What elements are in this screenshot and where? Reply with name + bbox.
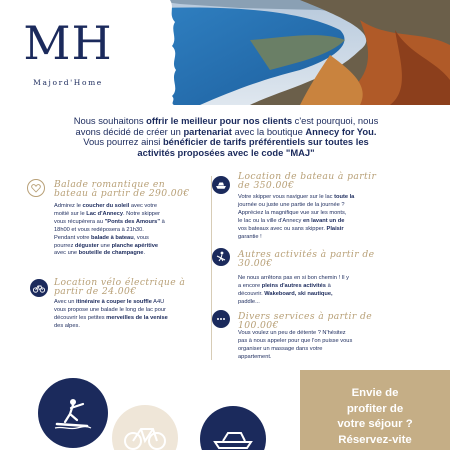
location-bateau-description (238, 194, 418, 241)
divers-title-line: Divers services à partir de (238, 311, 373, 322)
intro-highlight: partenariat (183, 125, 232, 137)
wakeboard-icon (53, 396, 93, 430)
balade-text: planche apéritive (111, 242, 159, 249)
autres-title-line: Autres activités à partir de (238, 249, 375, 260)
booking-cta[interactable] (300, 370, 450, 450)
intro-text-part: Nous souhaitons (73, 115, 147, 126)
balade-text: 18h00 et vous redéposera à 21h30. (54, 226, 144, 233)
location_bateau-text: Plaisir (326, 225, 344, 232)
location_bateau-line (238, 218, 418, 226)
location-bateau-title (238, 172, 376, 191)
balade-text: déguster (74, 242, 99, 249)
velo-text: Avec un (54, 299, 77, 305)
velo-text: vous propose une balade le long de lac pour (54, 306, 166, 313)
autres-title-line: 30.00€ (238, 258, 273, 270)
bicycle-badge (112, 405, 178, 450)
balade-line (54, 219, 204, 227)
intro-highlight: bénéficier de tarifs préférentiels sur toutes les (162, 136, 369, 148)
velo-description (54, 299, 209, 331)
boat-badge (200, 406, 266, 450)
velo-title-line: partir de 24.00€ (54, 286, 137, 298)
divers-text: pas à nous appeler pour que l'on puisse vous (238, 337, 353, 344)
balade-text: bouteille de champagne (78, 250, 144, 257)
balade-text: coucher du soleil (82, 203, 130, 209)
boat-icon (212, 176, 230, 194)
intro-text (40, 116, 412, 158)
location-bateau-title-line: de 350.00€ (238, 180, 295, 192)
balade-description (54, 203, 204, 258)
paddle-icon (212, 248, 230, 266)
balade-title-line: bateau à partir de 290.00€ (54, 188, 190, 200)
balade-text: avec une (54, 250, 79, 257)
location_bateau-line (238, 234, 418, 242)
divers-text: Vous voulez un peu de détente ? N'hésitez (238, 330, 346, 336)
balade-text: balade à bateau (91, 234, 134, 241)
location_bateau-text: Votre skipper vous naviguer sur le lac (238, 194, 335, 200)
autres-line (238, 299, 418, 307)
balade-title-line: Balade romantique en (54, 179, 166, 190)
balade-line (54, 235, 204, 243)
balade-text: . Notre skipper (123, 210, 160, 217)
divers-text: organiser un massage dans votre (238, 345, 323, 352)
boat-badge-icon (211, 426, 255, 450)
balade-line (54, 203, 204, 211)
autres-text: a encore (238, 282, 262, 289)
balade-line (54, 250, 204, 258)
logo-mark: MH (23, 16, 113, 70)
balade-text: Lac d'Annecy (86, 210, 124, 217)
balade-text: , vous (133, 234, 149, 241)
column-divider (211, 176, 212, 360)
divers-description (238, 330, 418, 362)
location_bateau-text: vos bateaux avec ou sans skipper. (238, 225, 327, 232)
autres-description (238, 275, 418, 307)
cta-line: profiter de (346, 402, 404, 415)
velo-line (54, 323, 209, 331)
intro-text-part: avons décidé de créer un (75, 125, 184, 137)
divers-line (238, 354, 418, 362)
balade-text: une (98, 242, 112, 249)
velo-text: itinéraire à couper le souffle (76, 299, 152, 305)
balade-text: . (143, 250, 146, 257)
balade-text: "Ponts des Amours" (104, 218, 161, 225)
location_bateau-text: en lavant un de (301, 217, 345, 224)
location_bateau-line (238, 210, 418, 218)
heart-icon (27, 179, 45, 197)
velo-line (54, 299, 209, 307)
location-bateau-title-line: Location de bateau à partir (238, 171, 377, 182)
logo-name: Majord'Home (33, 78, 103, 87)
velo-line (54, 315, 209, 323)
divers-line (238, 330, 418, 338)
divers-title-line: 100.00€ (238, 320, 279, 332)
balade-text: à (160, 218, 165, 225)
location_bateau-line (238, 194, 418, 202)
intro-text-part: Vous pourrez ainsi (83, 136, 163, 148)
divers-line (238, 346, 418, 354)
autres-title (238, 250, 374, 269)
autres-text: Ne nous arrêtons pas en si bon chemin ! Il y (238, 275, 349, 281)
bicycle-icon (30, 279, 48, 297)
intro-text-part: avec la boutique (231, 125, 306, 137)
velo-line (54, 307, 209, 315)
velo-text: merveilles de la venise (106, 314, 168, 321)
location_bateau-line (238, 226, 418, 234)
cta-line: votre séjour ? (337, 418, 413, 430)
balade-text: Admirez le (54, 203, 83, 209)
velo-text: A4U (151, 299, 165, 305)
autres-line (238, 275, 418, 283)
balade-line (54, 243, 204, 251)
balade-text: avec votre (129, 203, 158, 209)
divers-line (238, 338, 418, 346)
balade-line (54, 211, 204, 219)
location_bateau-line (238, 202, 418, 210)
location_bateau-text: journée ou juste une partie de la journée ? (238, 201, 345, 208)
balade-text: vous récupèrera au (54, 218, 105, 225)
divers-text: appartement. (238, 353, 272, 360)
autres-line (238, 283, 418, 291)
velo-text: découvrir les petites (54, 314, 107, 321)
autres-text: découvrir. (238, 290, 265, 297)
wakeboard-badge (38, 378, 108, 448)
autres-text: paddle... (238, 298, 260, 305)
velo-title-line: Location vélo électrique à (54, 277, 186, 288)
location_bateau-text: le lac ou la ville d'Annecy (238, 217, 302, 224)
balade-text: Pendant votre (54, 234, 91, 241)
location_bateau-text: Appréciez la magnifique vue sur les monts, (238, 209, 347, 216)
location_bateau-text: toute la (334, 194, 355, 200)
balade-title (54, 180, 190, 199)
autres-text: à (325, 282, 331, 289)
services-icon (212, 310, 230, 328)
autres-text: pleins d'autres activités (261, 282, 326, 289)
intro-highlight: offrir le meilleur pour nos clients (146, 115, 293, 126)
intro-highlight: activités proposées avec le code "MAJ" (137, 146, 315, 158)
balade-text: pourrez (54, 242, 75, 249)
autres-text: Wakeboard, ski nautique, (264, 290, 333, 297)
balade-line (54, 227, 204, 235)
velo-text: des alpes. (54, 322, 80, 329)
bicycle-badge-icon (123, 423, 167, 450)
cta-line: Réservez-vite (338, 433, 412, 446)
intro-highlight: Annecy for You. (305, 125, 377, 137)
brand-logo (18, 18, 118, 98)
balade-text: moitié sur le (54, 210, 87, 217)
location_bateau-text: garantie ! (238, 233, 262, 240)
intro-text-part: c'est pourquoi, nous (292, 115, 379, 126)
cta-line: Envie de (351, 387, 399, 399)
velo-title (54, 278, 185, 297)
autres-line (238, 291, 418, 299)
divers-title (238, 312, 372, 331)
